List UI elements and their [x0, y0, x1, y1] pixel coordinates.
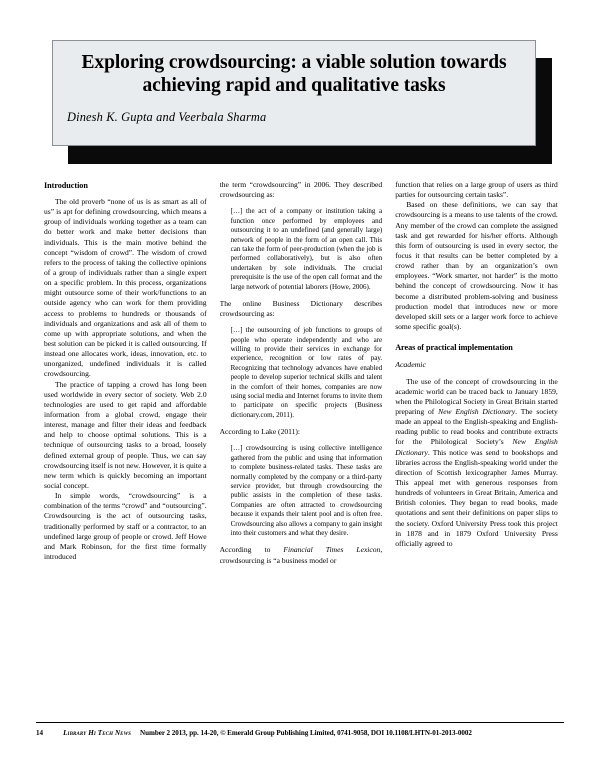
paragraph — [220, 545, 383, 565]
footer-divider — [36, 722, 564, 723]
paragraph: The practice of tapping a crowd has long been used worldwide in every sector of society. Web 2.0 technologies are used to get rapid and affordable information from a global crowd, engage their interest, manage and filter their ideas and feedback and help to choose optimal solutions. This is a technique of outsourcing tasks to a broad, loosely defined external group of people. Thus, we can say crowdsourcing itself is not new. However, it is quite a new term which is quickly becoming an important social concept. — [44, 379, 207, 490]
section-heading-areas-of-practical-implementation: Areas of practical implementation — [395, 343, 513, 353]
page-footer — [36, 729, 570, 737]
article-body — [44, 180, 558, 705]
author-byline: Dinesh K. Gupta and Veerbala Sharma — [67, 110, 267, 125]
text-run: . This notice was send to bookshops and libraries across the English-speaking world under the direction of Scottish lexicographer James Murray. This appeal met with generous responses from hundreds of volunteers in Great Britain, America and British colonies. They began to read books, made quotations and sent their definitions on paper slips to the society. Oxford University Press took this project in 1878 and in 1879 Oxford University Press officially agreed to — [395, 447, 558, 548]
text-run: . The society made an appeal to the English-speaking and English-reading public to read books and contribute extracts for the Philological Society’s — [395, 407, 558, 447]
paragraph: Based on these definitions, we can say that crowdsourcing is a means to use talents of the crowd. Any member of the crowd can complete the assigned task and get rewarded for his/her efforts. Although this form of outsourcing is used in every sector, the focus it that results can be better completed by a crowd rather than by an organization’s own employees. “Work smarter, not harder” is the motto behind the concept of crowdsourcing. Now it has become a distributed problem-solving and business production model that introduces new or more developed skill sets or a larger work force to achieve some specific goal(s). — [395, 200, 558, 331]
cited-work-title: Financial Times Lexicon — [283, 545, 381, 555]
paragraph: In simple words, “crowdsourcing” is a combination of the terms “crowd” and “outsourcing”. Crowdsourcing is the act of outsourcing tasks, traditionally performed by staff or a contractor, to an undefined large group of people or crowd. Jeff Howe and Mark Robinson, for the first time formally introduced — [44, 491, 207, 561]
section-heading-introduction: Introduction — [44, 181, 88, 190]
text-column-2 — [220, 180, 383, 705]
block-quote: […] the outsourcing of job functions to groups of people who operate independently and who are willing to provide their services in exchange for experience, recognition or low rates of pay. Recognizing that technology advances have enabled people to develop superior technical skills and talent in the comfort of their homes, companies are now using social media and Internet forums to invite them to participate on specific projects (Business dictionary.com, 2011). — [230, 326, 383, 419]
cited-work-title: New English Dictionary — [395, 437, 558, 457]
subsection-heading-academic: Academic — [395, 360, 426, 370]
text-run: , crowdsourcing is “a business model or — [219, 545, 383, 565]
block-quote: […] crowdsourcing is using collective intelligence gathered from the public and using that information to complete business-related tasks. These tasks are normally completed by the company or a third-party service provider, but through crowdsourcing the public assists in the completion of these tasks. Companies are often attracted to crowdsourcing because it expands their talent pool and is often free. Crowdsourcing also allows a company to gain insight into their customers and what they desire. — [230, 444, 383, 538]
page-title: Exploring crowdsourcing: a viable solution towards achieving rapid and qualitative tasks — [81, 52, 507, 96]
text-run: According to — [219, 545, 284, 555]
footer-journal-name: Library Hi Tech News — [63, 729, 132, 737]
paragraph: function that relies on a large group of users as third parties for outsourcing certain tasks”. — [395, 180, 558, 200]
article-title-block — [52, 40, 536, 146]
text-column-1 — [44, 180, 207, 705]
paragraph — [395, 377, 558, 549]
title-card — [52, 40, 536, 146]
cited-work-title: New English Dictionary — [438, 407, 516, 417]
paragraph: The online Business Dictionary describes crowdsourcing as: — [219, 298, 383, 319]
footer-citation: Number 2 2013, pp. 14-20, © Emerald Group Publishing Limited, 0741-9058, DOI 10.1108/LHTN-01-2013-0002 — [140, 729, 472, 737]
paragraph: The old proverb “none of us is as smart as all of us” is apt for defining crowdsourcing, which means a group of individuals working together as a team can do better work and make better decisions than individuals. This is the main motive behind the concept “wisdom of crowd”. The wisdom of crowd refers to the process of taking the collective opinions of a group of individuals rather than a single expert on a specific problem. In this process, organizations might outsource some of their work/functions to an outside agency who can work for them providing access to problems to hundreds or thousands of individuals and organizations and ask all of them to come up with appropriate solutions, and when the best solution can be picked it is called outsourcing. If instead one allocates work, ideas, innovation, etc. to unorganized, undefined individuals it is called crowdsourcing. — [44, 197, 207, 379]
footer-page-number: 14 — [36, 729, 44, 737]
paragraph: According to Lake (2011): — [219, 427, 300, 437]
text-column-3 — [395, 180, 558, 705]
paragraph: the term “crowdsourcing” in 2006. They described crowdsourcing as: — [219, 180, 383, 200]
block-quote: […] the act of a company or institution taking a function once performed by employees and outsourcing it to an undefined (and generally large) network of people in the form of an open call. This can take the form of peer-production (when the job is performed collaboratively), but is also often undertaken by sole individuals. The crucial prerequisite is the use of the open call format and the large network of potential laborers (Howe, 2006). — [230, 207, 383, 291]
text-run: The use of the concept of crowdsourcing in the academic world can be traced back to January 1859, when the Philological Society in Great Britain started preparing of — [395, 376, 558, 417]
